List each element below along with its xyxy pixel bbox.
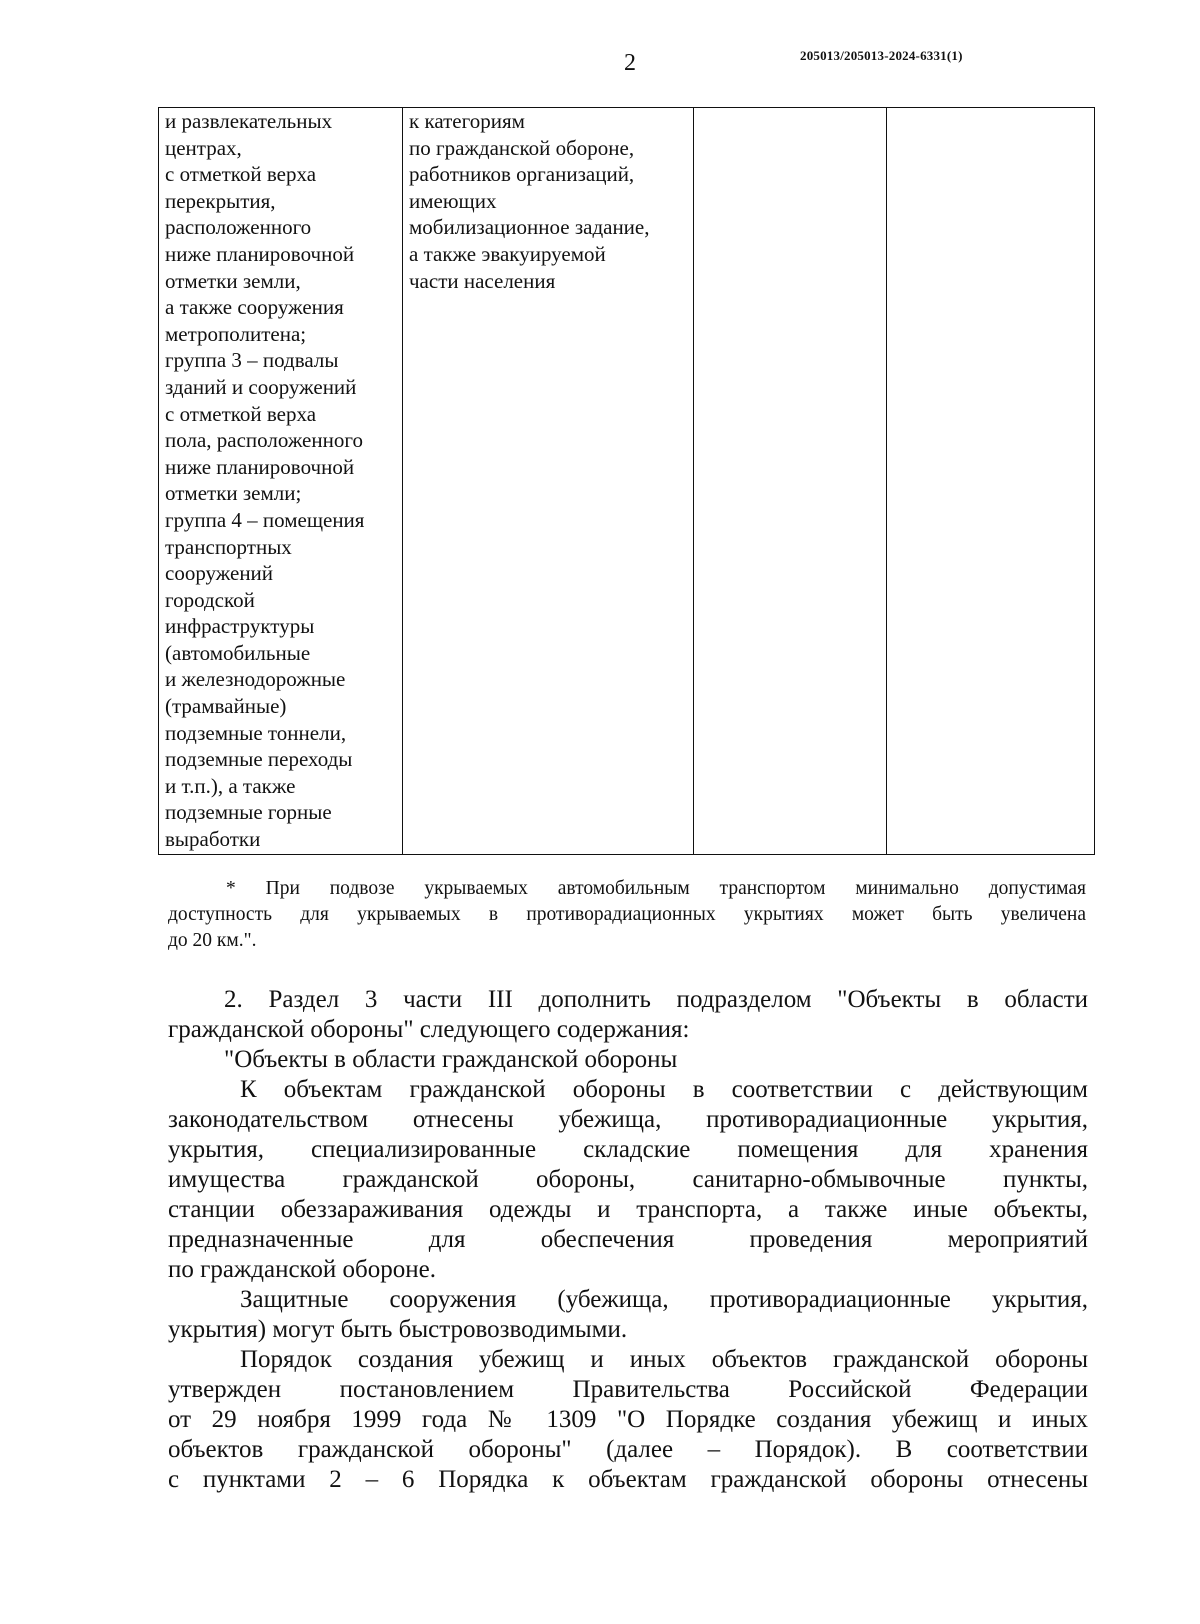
table-cell-empty [887, 108, 1095, 855]
table-cell-line: отметки земли; [165, 481, 302, 506]
paragraph-line: 2. Раздел 3 части III дополнить подразделом "Объекты в области [224, 986, 1088, 1013]
section-heading: "Объекты в области гражданской обороны [224, 1046, 678, 1073]
table-cell-line: работников организаций, [409, 162, 635, 187]
table-cell-line: имеющих [409, 188, 497, 213]
table-cell-line: а также сооружения [165, 295, 344, 320]
table-cell-line: и железнодорожные [165, 667, 346, 692]
table-cell-line: сооружений [165, 561, 274, 586]
table-cell-line: подземные горные [165, 800, 332, 825]
paragraph-line: Защитные сооружения (убежища, противорадиационные укрытия, [240, 1286, 1088, 1313]
table-cell-line: пола, расположенного [165, 428, 363, 453]
word: обеспечения [540, 1226, 675, 1253]
paragraph-line: К объектам гражданской обороны в соответствии с действующим [240, 1076, 1088, 1103]
page-number: 2 [624, 50, 636, 76]
table-cell-line: расположенного [165, 215, 312, 240]
table-cell-line: к категориям [409, 109, 525, 133]
table-cell-line: центрах, [165, 135, 242, 160]
table-cell-line: инфраструктуры [165, 614, 315, 639]
table-cell-line: городской [165, 587, 255, 612]
paragraph-line [168, 1225, 1088, 1255]
table-cell-line: подземные тоннели, [165, 720, 347, 745]
paragraph-line: станции обеззараживания одежды и транспорта, а также иные объекты, [168, 1196, 1088, 1223]
word: предназначенные [168, 1226, 354, 1253]
continuation-table [158, 107, 1095, 855]
paragraph-line: укрытия, специализированные складские помещения для хранения [168, 1136, 1088, 1163]
table-cell-line: группа 4 – помещения [165, 507, 365, 532]
table-cell-categories [403, 108, 694, 855]
table-cell-line: а также эвакуируемой [409, 241, 606, 266]
footnote-line: * При подвозе укрываемых автомобильным транспортом минимально допустимая [226, 878, 1086, 899]
table-cell-line: ниже планировочной [165, 241, 355, 266]
table-cell-line: с отметкой верха [165, 162, 317, 187]
document-id: 205013/205013-2024-6331(1) [800, 48, 963, 63]
table-cell-line: отметки земли, [165, 268, 301, 293]
document-body [168, 985, 1088, 1495]
table-cell-line: перекрытия, [165, 188, 276, 213]
footnote-line: доступность для укрываемых в противорадиационных укрытиях может быть увеличена [168, 904, 1086, 925]
table-cell-line: (трамвайные) [165, 694, 287, 719]
paragraph-line: Порядок создания убежищ и иных объектов гражданской обороны [240, 1346, 1088, 1373]
table-cell-line: транспортных [165, 534, 292, 559]
word: для [428, 1226, 466, 1253]
table-row [159, 108, 1095, 855]
table-cell-line: группа 3 – подвалы [165, 348, 339, 373]
paragraph-line: по гражданской обороне. [168, 1256, 436, 1283]
table-cell-line: выработки [165, 827, 261, 852]
table-cell-line: (автомобильные [165, 640, 311, 665]
table-cell-line: подземные переходы [165, 747, 353, 772]
table-cell-line: и т.п.), а также [165, 773, 296, 798]
table-cell-line: по гражданской обороне, [409, 135, 635, 160]
word: мероприятий [947, 1226, 1088, 1253]
table-cell-shelter-groups [159, 108, 403, 855]
table-cell-line: мобилизационное задание, [409, 215, 650, 240]
paragraph-line: законодательством отнесены убежища, противорадиационные укрытия, [168, 1106, 1088, 1133]
table-cell-line: части населения [409, 268, 556, 293]
word: проведения [749, 1226, 873, 1253]
footnote [168, 876, 1086, 954]
paragraph-line: имущества гражданской обороны, санитарно-обмывочные пункты, [168, 1166, 1088, 1193]
table-cell-empty [694, 108, 887, 855]
table-cell-line: и развлекательных [165, 109, 333, 133]
paragraph-line: гражданской обороны" следующего содержания: [168, 1016, 690, 1043]
paragraph-line: объектов гражданской обороны" (далее – Порядок). В соответствии [168, 1436, 1088, 1463]
table-cell-line: с отметкой верха [165, 401, 317, 426]
table-cell-line: ниже планировочной [165, 454, 355, 479]
footnote-line: до 20 км.". [168, 930, 257, 951]
paragraph-line: укрытия) могут быть быстровозводимыми. [168, 1316, 628, 1343]
paragraph-line: с пунктами 2 – 6 Порядка к объектам гражданской обороны отнесены [168, 1466, 1088, 1493]
table-cell-line: зданий и сооружений [165, 374, 357, 399]
paragraph-line: от 29 ноября 1999 года № 1309 "О Порядке создания убежищ и иных [168, 1406, 1088, 1433]
paragraph-line: утвержден постановлением Правительства Российской Федерации [168, 1376, 1088, 1403]
table-cell-line: метрополитена; [165, 321, 307, 346]
